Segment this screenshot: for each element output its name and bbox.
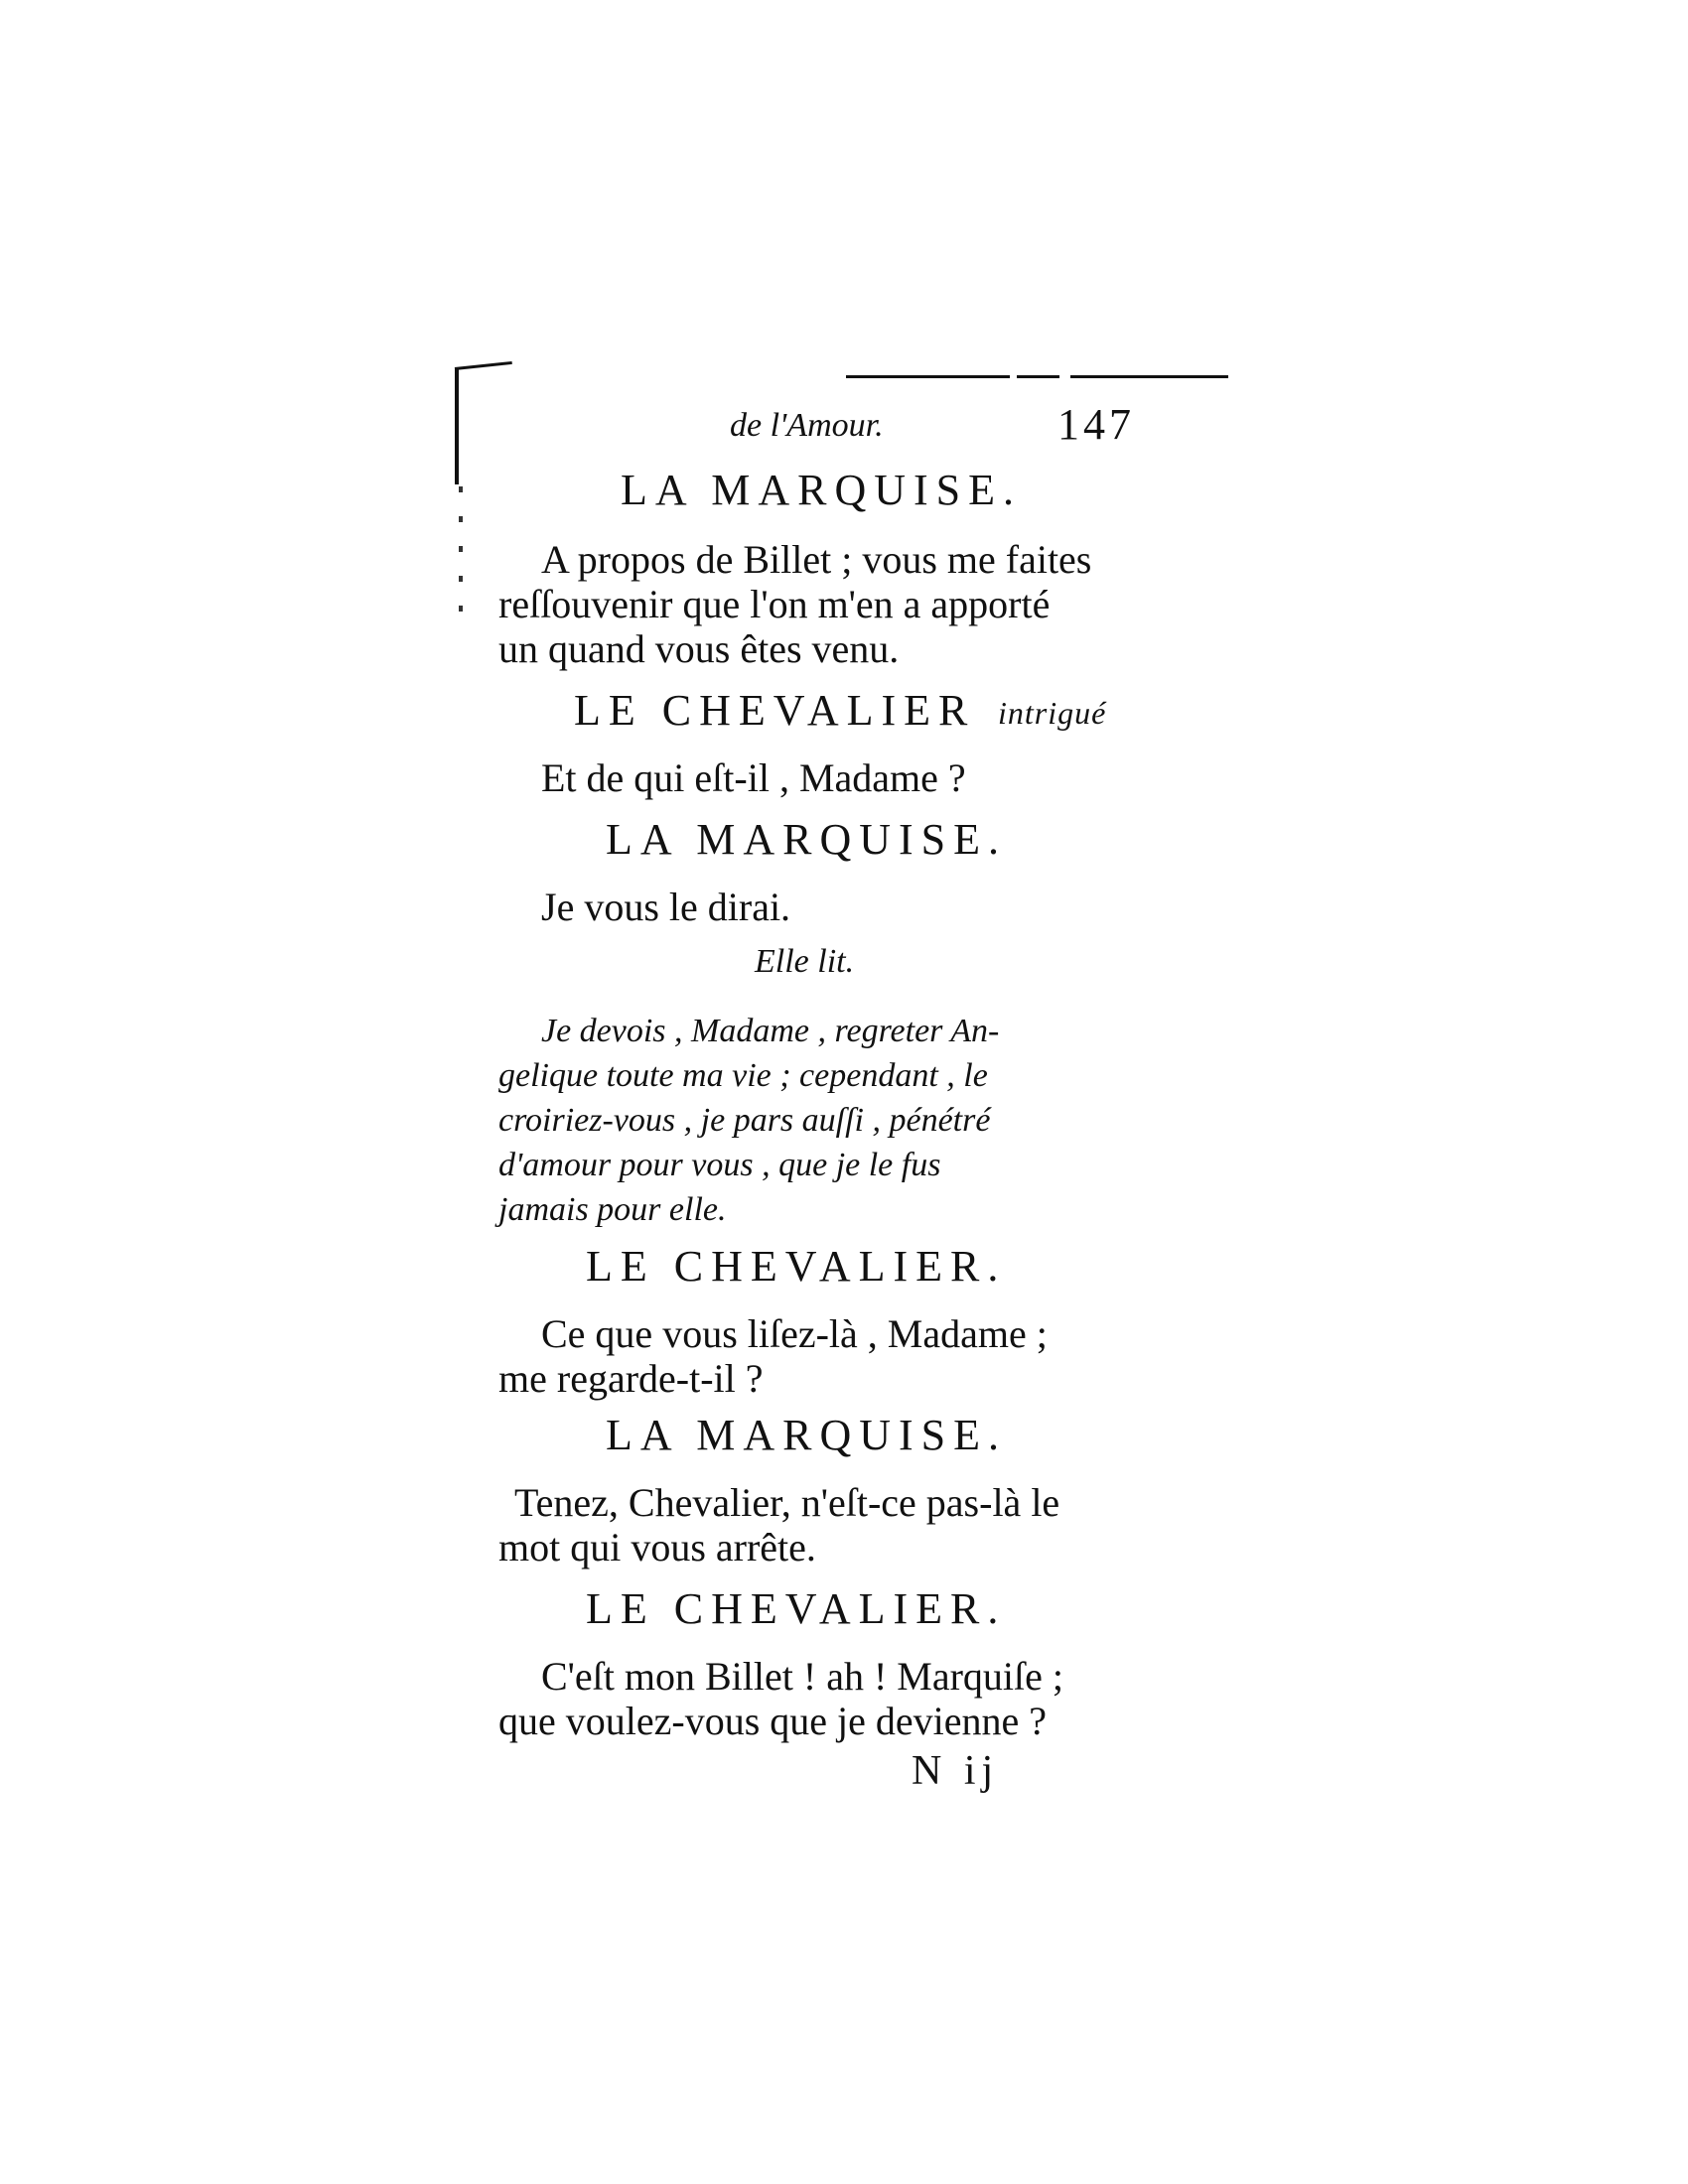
dialogue-line: Je vous le dirai. [541, 885, 791, 929]
dialogue-line: Ce que vous liſez-là , Madame ; [541, 1311, 1048, 1356]
letter-line: gelique toute ma vie ; cependant , le [498, 1057, 988, 1094]
page-number: 147 [1057, 400, 1135, 449]
dialogue-line: A propos de Billet ; vous me faites [541, 537, 1092, 582]
dialogue-line: que voulez-vous que je devienne ? [498, 1699, 1048, 1743]
dialogue-line: Et de qui eſt-il , Madame ? [541, 755, 966, 800]
dialogue-line: me regarde-t-il ? [498, 1356, 764, 1401]
letter-line: croiriez-vous , je pars auſſi , pénétré [498, 1102, 991, 1139]
speaker-heading: LE CHEVALIER [574, 686, 976, 735]
top-rule [846, 375, 1228, 378]
speaker-heading: LA MARQUISE. [621, 466, 1023, 514]
speaker-heading: LA MARQUISE. [606, 1411, 1008, 1459]
letter-line: d'amour pour vous , que je le fus [498, 1147, 941, 1183]
speaker-heading: LA MARQUISE. [606, 815, 1008, 864]
speaker-heading: LE CHEVALIER. [586, 1242, 1007, 1291]
scan-corner-mark [455, 367, 514, 486]
dialogue-line: un quand vous êtes venu. [498, 626, 900, 671]
letter-line: jamais pour elle. [498, 1191, 727, 1228]
running-head: de l'Amour. [730, 407, 884, 444]
letter-line: Je devois , Madame , regreter An- [541, 1013, 1000, 1049]
stage-direction: Elle lit. [755, 943, 855, 980]
dialogue-line: reſſouvenir que l'on m'en a apporté [498, 582, 1051, 626]
signature-mark: N ij [912, 1748, 1000, 1794]
dialogue-line: C'eſt mon Billet ! ah ! Marquiſe ; [541, 1654, 1063, 1699]
speaker-heading: LE CHEVALIER. [586, 1584, 1007, 1633]
dialogue-line: Tenez, Chevalier, n'eſt-ce pas-là le [514, 1480, 1060, 1525]
margin-marks [459, 486, 463, 635]
dialogue-line: mot qui vous arrête. [498, 1525, 816, 1570]
speaker-direction: intrigué [998, 695, 1107, 731]
